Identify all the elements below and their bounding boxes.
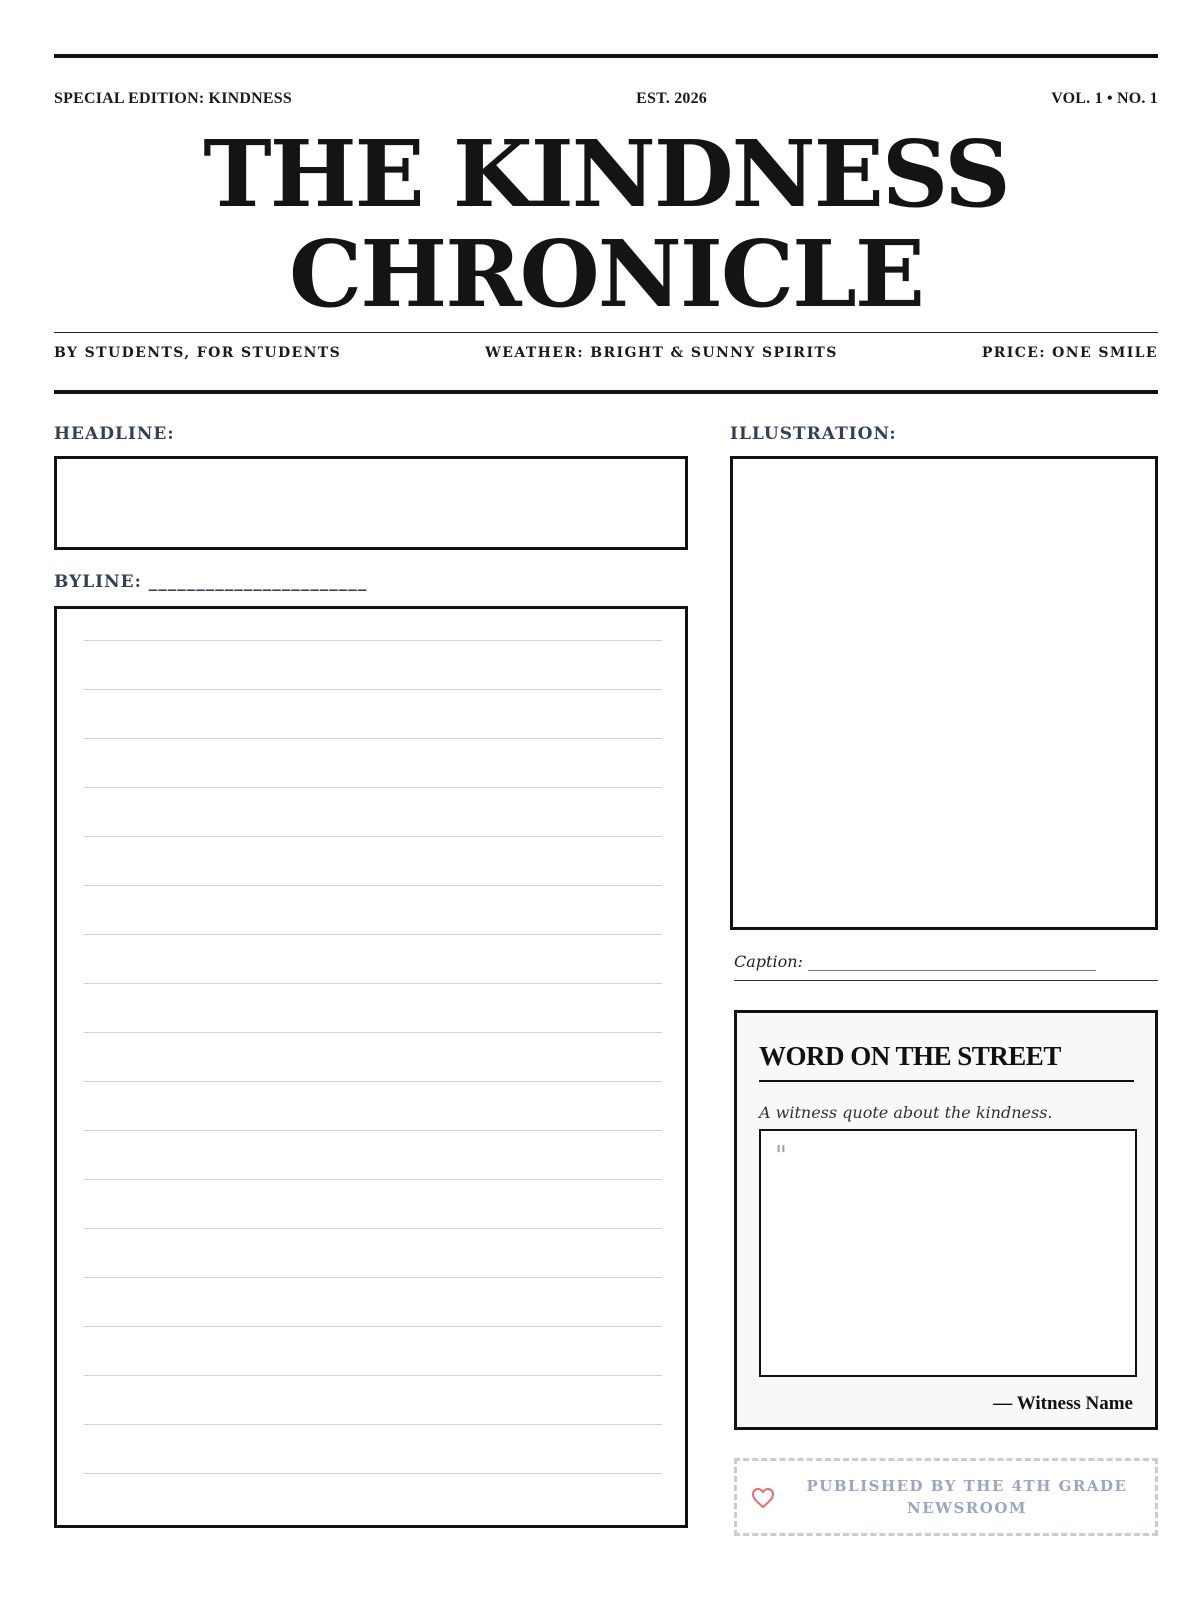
writing-line — [84, 787, 662, 788]
writing-line — [84, 1473, 662, 1474]
illustration-area[interactable] — [730, 456, 1158, 930]
writing-line — [84, 983, 662, 984]
quote-mark: " — [775, 1141, 787, 1171]
illustration-label: ILLUSTRATION: — [730, 424, 897, 444]
publisher-text: PUBLISHED BY THE 4TH GRADE NEWSROOM — [806, 1477, 1128, 1517]
writing-line — [84, 738, 662, 739]
volume-label: VOL. 1 • NO. 1 — [1051, 90, 1158, 107]
publisher-badge — [734, 1458, 1158, 1536]
word-on-the-street-panel — [734, 1010, 1158, 1430]
writing-line — [84, 1375, 662, 1376]
top-rule — [54, 54, 1158, 58]
masthead-rule — [54, 332, 1158, 333]
writing-line — [84, 836, 662, 837]
weather-label: WEATHER: BRIGHT & SUNNY SPIRITS — [485, 345, 838, 361]
writing-line — [84, 1130, 662, 1131]
panel-subtitle: A witness quote about the kindness. — [759, 1103, 1053, 1122]
established-label: EST. 2026 — [636, 90, 708, 107]
masthead-title — [54, 120, 1158, 328]
writing-line — [84, 1032, 662, 1033]
tagline: BY STUDENTS, FOR STUDENTS — [54, 345, 342, 361]
writing-line — [84, 1179, 662, 1180]
header-bottom-rule — [54, 390, 1158, 394]
info-bar — [54, 342, 1158, 364]
edition-bar — [54, 88, 1158, 110]
masthead-line-1: THE KINDNESS — [203, 120, 1009, 228]
caption-rule — [734, 980, 1158, 981]
headline-field[interactable] — [54, 456, 688, 550]
writing-line — [84, 1326, 662, 1327]
byline-label: BYLINE: _______________________ — [54, 572, 368, 592]
quote-field[interactable] — [759, 1129, 1137, 1377]
writing-line — [84, 1081, 662, 1082]
writing-line — [84, 1228, 662, 1229]
masthead-line-2: CHRONICLE — [289, 220, 923, 328]
writing-line — [84, 1424, 662, 1425]
writing-line — [84, 640, 662, 641]
headline-label: HEADLINE: — [54, 424, 175, 444]
caption-label: Caption: ____________________________________ — [734, 952, 1096, 971]
writing-line — [84, 885, 662, 886]
article-writing-area[interactable] — [54, 606, 688, 1528]
writing-line — [84, 689, 662, 690]
writing-line — [84, 934, 662, 935]
writing-line — [84, 1277, 662, 1278]
price-label: PRICE: ONE SMILE — [981, 345, 1158, 361]
edition-label: SPECIAL EDITION: KINDNESS — [54, 90, 292, 107]
heart-icon — [751, 1487, 775, 1509]
witness-name: — Witness Name — [993, 1393, 1133, 1414]
panel-title: WORD ON THE STREET — [759, 1041, 1134, 1082]
